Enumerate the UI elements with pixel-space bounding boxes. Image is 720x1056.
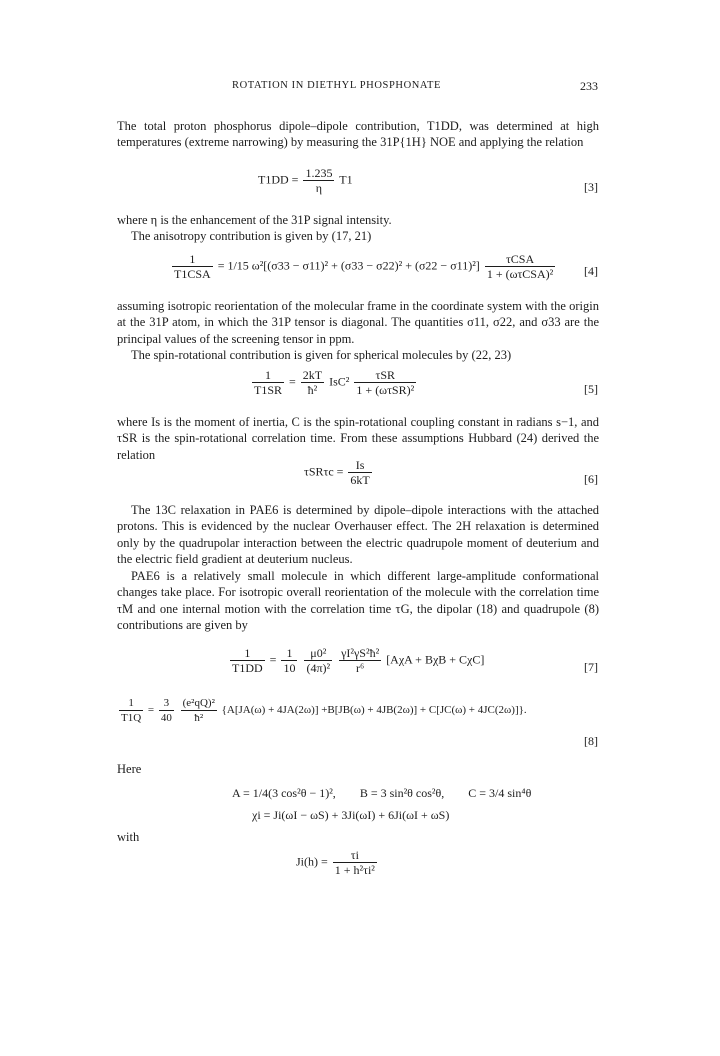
eq6-lhs: τSRτc = xyxy=(304,464,344,479)
eq6-den: 6kT xyxy=(350,473,370,487)
eq6-fraction xyxy=(348,458,371,487)
eq-coef-a: A = 1/4(3 cos²θ − 1)², xyxy=(232,786,336,800)
equation-7-number: [7] xyxy=(584,660,598,674)
equation-4-number: [4] xyxy=(584,264,598,278)
equation-8-number: [8] xyxy=(584,734,598,748)
eq8-coef2-num: (e²qQ)² xyxy=(182,697,215,709)
eq8-lhs-den: T1Q xyxy=(121,712,142,724)
running-head xyxy=(0,80,720,96)
eq6-num: Is xyxy=(348,458,371,473)
label-here: Here xyxy=(117,762,142,776)
eq5-fraction xyxy=(354,368,416,397)
eq7-lhs-num: 1 xyxy=(230,646,265,661)
eq-j-fraction xyxy=(333,848,377,877)
equation-3 xyxy=(258,166,353,195)
equation-chi xyxy=(252,808,449,822)
eq7-coef2 xyxy=(304,646,332,675)
eq4-num: τCSA xyxy=(485,252,555,267)
eq7-lhs xyxy=(230,646,265,675)
running-head-title: ROTATION IN DIETHYL PHOSPHONATE xyxy=(232,80,441,91)
eq7-coef2-num: μ0² xyxy=(304,646,332,661)
eq4-fraction xyxy=(485,252,555,281)
equation-j xyxy=(296,848,379,877)
eq8-lhs-num: 1 xyxy=(119,696,143,711)
eq5-den: 1 + (ωτSR)² xyxy=(356,383,415,397)
label-with: with xyxy=(117,830,140,844)
eq7-coef1 xyxy=(281,646,297,675)
eq4-lhs-den: T1CSA xyxy=(174,267,211,281)
eq8-coef1-den: 40 xyxy=(160,712,172,724)
eq4-lhs xyxy=(172,252,213,281)
eq-j-den: 1 + h²τi² xyxy=(334,863,375,877)
page-number: 233 xyxy=(580,79,598,93)
eq8-coef1-num: 3 xyxy=(159,696,174,711)
eq5-num: τSR xyxy=(354,368,416,383)
eq8-coef2-den: ħ² xyxy=(194,712,204,724)
equation-6 xyxy=(304,458,374,487)
eq7-lhs-den: T1DD xyxy=(232,661,263,675)
paragraph-4: assuming isotropic reorientation of the molecular frame in the coordinate system with the origin at the 31P atom, in which the 31P tensor is diagonal. The quantities σ11, σ22, and σ33 are the principal values of the screening tensor in ppm. xyxy=(117,299,599,346)
eq3-lhs: T1DD = xyxy=(258,172,299,187)
eq4-body: = 1/15 ω²[(σ33 − σ11)² + (σ33 − σ22)² + (σ22 − σ11)²] xyxy=(217,258,480,273)
paragraph-7: The 13C relaxation in PAE6 is determined by dipole–dipole interactions with the attached protons. This is evidenced by the nuclear Overhauser effect. The 2H relaxation is determined only by the quadrupolar interaction between the electric quadrupole moment of deuterium and the electric field gradient at deuterium nucleus. xyxy=(117,503,599,567)
eq5-coef-num: 2kT xyxy=(302,368,323,382)
equation-3-number: [3] xyxy=(584,180,598,194)
eq7-bracket: [AχA + BχB + CχC] xyxy=(386,652,485,667)
eq4-den: 1 + (ωτCSA)² xyxy=(486,267,554,281)
eq-j-num: τi xyxy=(333,848,377,863)
equation-5: $\frac{1}{T1SR}$ = $\frac{2kT}{\text{ħ²}}$ IsC² $\frac{\text{τSR}}{\text{1 + (ωτSR)²}}$ xyxy=(254,368,415,397)
eq5-coef xyxy=(301,368,324,397)
eq7-coef3 xyxy=(339,646,381,675)
eq5-lhs-num: 1 xyxy=(252,368,284,383)
equation-4 xyxy=(170,252,557,281)
equation-5-number: [5] xyxy=(584,382,598,396)
eq4-lhs-num: 1 xyxy=(172,252,213,267)
eq3-rhs: T1 xyxy=(339,172,353,187)
paragraph-3: The anisotropy contribution is given by (17, 21) xyxy=(131,229,372,243)
eq5-coef-den: ħ² xyxy=(307,383,318,397)
eq3-num: 1.235 xyxy=(305,166,333,180)
eq8-lhs xyxy=(119,696,143,725)
eq7-coef1-den: 10 xyxy=(283,661,296,675)
equation-6-number: [6] xyxy=(584,472,598,486)
eq7-coef3-num: γI²γS²ħ² xyxy=(341,646,380,660)
eq-j-lhs: Ji(h) = xyxy=(296,854,328,869)
eq7-coef1-num: 1 xyxy=(281,646,297,661)
paragraph-5: The spin-rotational contribution is given for spherical molecules by (22, 23) xyxy=(131,348,512,362)
eq8-body: {A[JA(ω) + 4JA(2ω)] +B[JB(ω) + 4JB(2ω)] + C[JC(ω) + 4JC(2ω)]}. xyxy=(221,704,527,717)
eq8-coef2 xyxy=(181,696,217,725)
eq7-coef2-den: (4π)² xyxy=(306,661,331,675)
paragraph-8: PAE6 is a relatively small molecule in which different large-amplitude conformational changes take place. For isotropic overall reorientation of the molecule with the correlation time τM and one internal motion with the correlation time τG, the dipolar (18) and quadrupole (8) contributions are given by xyxy=(117,569,599,633)
eq5-mid: IsC² xyxy=(329,374,350,389)
eq5-lhs-den: T1SR xyxy=(254,383,283,397)
equation-coefficients xyxy=(232,786,531,800)
paragraph-6: where Is is the moment of inertia, C is the spin-rotational coupling constant in radians s−1, and τSR is the spin-rotational correlation time. From these assumptions Hubbard (24) derived the relation xyxy=(117,415,599,462)
eq-coef-c: C = 3/4 sin⁴θ xyxy=(468,786,532,800)
paragraph-1: The total proton phosphorus dipole–dipole contribution, T1DD, was determined at high temperatures (extreme narrowing) by measuring the 31P{1H} NOE and applying the relation xyxy=(117,119,599,150)
eq8-coef1 xyxy=(159,696,174,725)
eq-chi-body: χi = Ji(ωI − ωS) + 3Ji(ωI) + 6Ji(ωI + ωS) xyxy=(252,808,450,822)
eq-coef-b: B = 3 sin²θ cos²θ, xyxy=(359,786,445,800)
equation-7: $\frac{1}{T1DD}$ = $\frac{1}{10}$ $\frac{\text{μ0²}}{\text{(4π)²}}$ $\frac{\text{γI²γS²ħ²}}{\text{r⁶}}$ [AχA + BχB + CχC] xyxy=(232,646,485,675)
eq3-den: η xyxy=(315,181,323,195)
eq5-lhs xyxy=(252,368,284,397)
paragraph-2: where η is the enhancement of the 31P signal intensity. xyxy=(117,213,392,227)
equation-8: $\frac{1}{T1Q}$ = $\frac{3}{40}$ $\frac{\text{(e²qQ)²}}{\text{ħ²}}$ {A[JA(ω) + 4JA(2ω)] +B[JB(ω) + 4JB(2ω)] + C[JC(ω) + 4JC(2ω)]}. xyxy=(121,697,527,724)
eq3-fraction xyxy=(303,166,334,195)
eq7-coef3-den: r⁶ xyxy=(356,661,365,675)
